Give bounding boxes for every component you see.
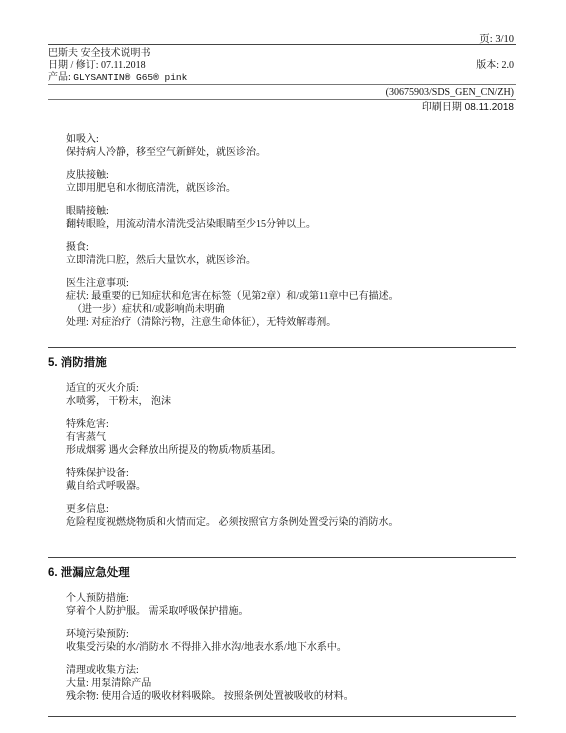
product-prefix: 产品: [48,72,74,83]
block-line: 立即清洗口腔，然后大量饮水，就医诊治。 [66,255,256,266]
first-aid-section [66,133,506,339]
document-code: (30675903/SDS_GEN_CN/ZH) [385,87,514,98]
first-aid-physician-notes [66,277,506,329]
section-6-title: 6. 泄漏应急处理 [48,567,130,579]
block-line: 危险程度视燃烧物质和火情而定。 必须按照官方条例处置受污染的消防水。 [66,517,399,528]
header-top-divider [48,44,516,45]
block-title: 如吸入: [66,134,99,145]
environmental-precautions [66,628,506,654]
block-title: 医生注意事项: [66,278,129,289]
block-line: 穿着个人防护服。 需采取呼吸保护措施。 [66,606,249,617]
further-information [66,503,506,529]
special-hazards [66,418,506,457]
block-line: （进一步）症状和/或影响尚未明确 [72,304,225,315]
block-line: 大量: 用泵清除产品 [66,678,152,689]
block-line: 有害蒸气 [66,432,106,443]
block-line: 收集受污染的水/消防水 不得排入排水沟/地表水系/地下水系中。 [66,642,347,653]
block-title: 眼睛接触: [66,206,109,217]
cleanup-methods [66,664,506,703]
revision-date: 日期 / 修订: 07.11.2018 [48,60,146,71]
block-line: 水喷雾， 干粉末， 泡沫 [66,396,171,407]
block-title: 清理或收集方法: [66,665,139,676]
section-6-divider [48,557,516,558]
protective-equipment [66,467,506,493]
block-title: 特殊危害: [66,419,109,430]
block-line: 处理: 对症治疗（清除污物，注意生命体征），无特效解毒剂。 [66,317,337,328]
block-title: 皮肤接触: [66,170,109,181]
print-date: 印刷日期 08.11.2018 [421,102,514,113]
block-title: 环境污染预防: [66,629,129,640]
block-line: 戴自给式呼吸器。 [66,481,146,492]
product-line [48,71,187,84]
page-number: 页: 3/10 [479,34,514,45]
block-title: 摄食: [66,242,89,253]
block-title: 适宜的灭火介质: [66,383,139,394]
block-line: 形成烟雾 遇火会释放出所提及的物质/物质基团。 [66,445,282,456]
section-5-body [66,382,506,539]
version-label: 版本: 2.0 [476,60,514,71]
block-line: 立即用肥皂和水彻底清洗，就医诊治。 [66,183,236,194]
header-bottom-divider [48,99,516,100]
block-title: 更多信息: [66,504,109,515]
block-line: 残余物: 使用合适的吸收材料吸除。 按照条例处置被吸收的材料。 [66,691,354,702]
block-line: 保持病人冷静，移至空气新鲜处，就医诊治。 [66,147,266,158]
header-mid-divider [48,84,516,85]
company-title: 巴斯夫 安全技术说明书 [48,48,151,59]
first-aid-inhalation [66,133,506,159]
block-title: 特殊保护设备: [66,468,129,479]
personal-precautions [66,592,506,618]
first-aid-skin [66,169,506,195]
block-line: 翻转眼睑，用流动清水清洗受沾染眼睛至少15分钟以上。 [66,219,316,230]
section-5-divider [48,347,516,348]
section-6-body [66,592,506,713]
section-5-title: 5. 消防措施 [48,357,107,369]
first-aid-eyes [66,205,506,231]
first-aid-ingestion [66,241,506,267]
block-line: 症状: 最重要的已知症状和危害在标签（见第2章）和/或第11章中已有描述。 [66,291,399,302]
section-7-divider [48,716,516,717]
extinguishing-media [66,382,506,408]
product-name: GLYSANTIN® G65® pink [73,72,188,83]
block-title: 个人预防措施: [66,593,129,604]
